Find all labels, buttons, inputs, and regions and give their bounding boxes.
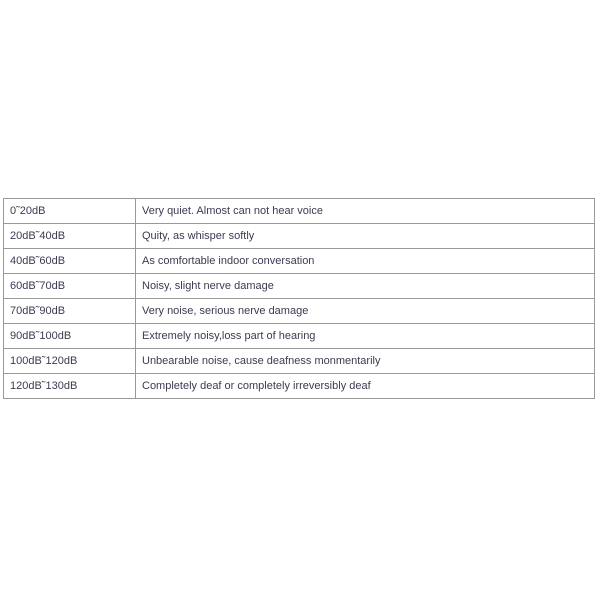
decibel-table-body xyxy=(4,199,595,399)
decibel-table-row xyxy=(4,324,595,349)
decibel-table-row xyxy=(4,274,595,299)
noise-description-cell: Very quiet. Almost can not hear voice xyxy=(136,199,595,224)
decibel-table-row xyxy=(4,249,595,274)
decibel-range-cell: 0˜20dB xyxy=(4,199,136,224)
decibel-range-cell: 70dB˜90dB xyxy=(4,299,136,324)
decibel-range-cell: 40dB˜60dB xyxy=(4,249,136,274)
noise-description-cell: Unbearable noise, cause deafness monmentarily xyxy=(136,349,595,374)
noise-description-cell: Completely deaf or completely irreversibly deaf xyxy=(136,374,595,399)
decibel-range-cell: 90dB˜100dB xyxy=(4,324,136,349)
noise-description-cell: Quity, as whisper softly xyxy=(136,224,595,249)
decibel-range-cell: 100dB˜120dB xyxy=(4,349,136,374)
decibel-range-cell: 120dB˜130dB xyxy=(4,374,136,399)
decibel-table-row xyxy=(4,374,595,399)
decibel-level-table xyxy=(3,198,595,399)
noise-description-cell: As comfortable indoor conversation xyxy=(136,249,595,274)
decibel-range-cell: 20dB˜40dB xyxy=(4,224,136,249)
decibel-table-row xyxy=(4,349,595,374)
noise-description-cell: Very noise, serious nerve damage xyxy=(136,299,595,324)
decibel-table-row xyxy=(4,199,595,224)
noise-description-cell: Noisy, slight nerve damage xyxy=(136,274,595,299)
decibel-range-cell: 60dB˜70dB xyxy=(4,274,136,299)
decibel-table-row xyxy=(4,224,595,249)
decibel-table-row xyxy=(4,299,595,324)
noise-description-cell: Extremely noisy,loss part of hearing xyxy=(136,324,595,349)
